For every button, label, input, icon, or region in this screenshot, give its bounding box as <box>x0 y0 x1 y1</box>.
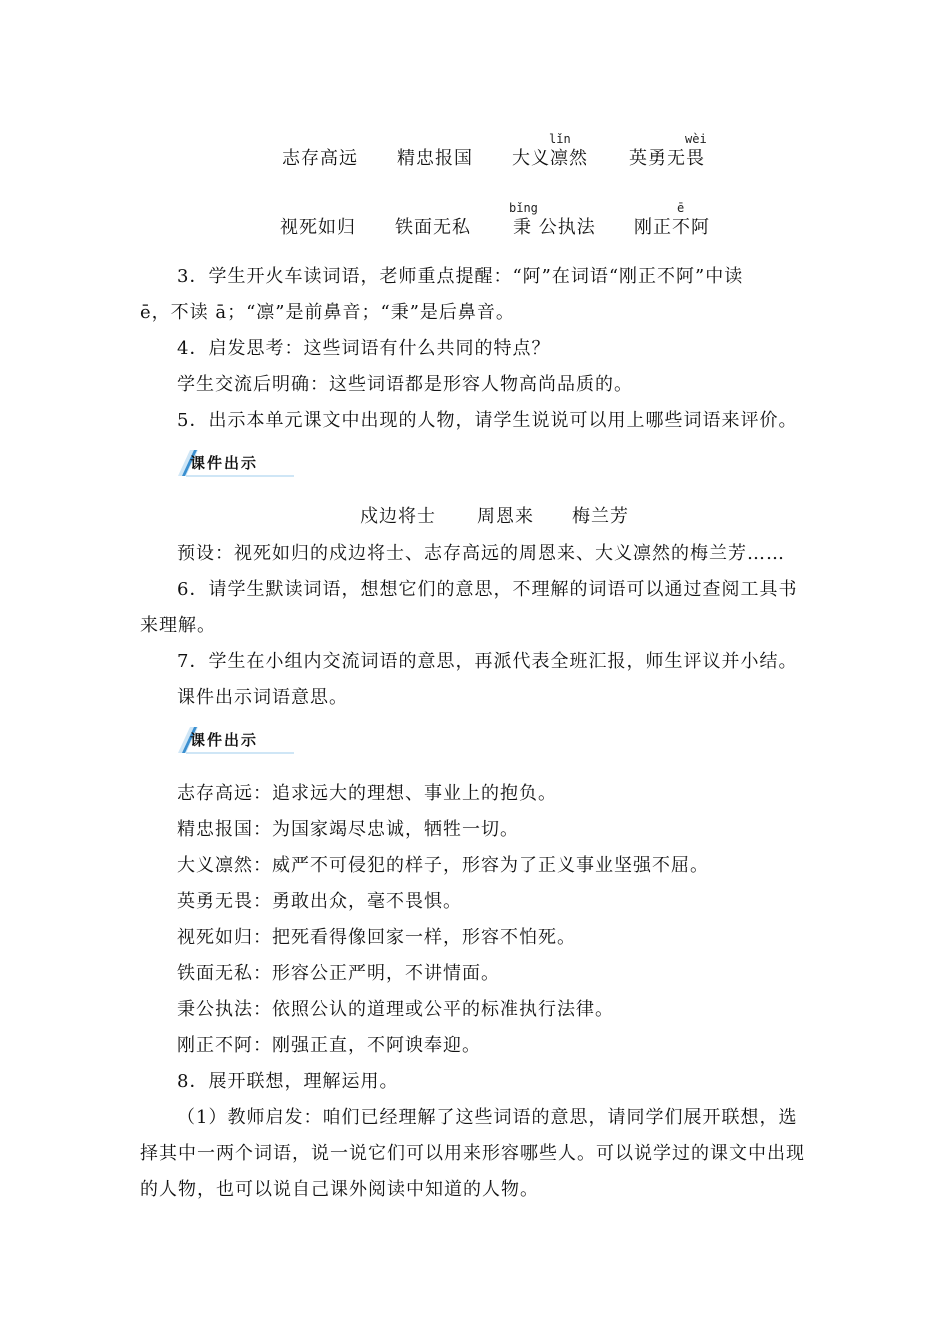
definition-item: 刚正不阿：刚强正直，不阿谀奉迎。 <box>177 1035 481 1056</box>
definition-item: 英勇无畏：勇敢出众，毫不畏惧。 <box>177 891 462 912</box>
paragraph-7-note: 课件出示词语意思。 <box>177 687 348 708</box>
person-mei-lanfang: 梅兰芳 <box>572 506 629 527</box>
pinyin-e: ē <box>677 201 685 215</box>
word-zhi-cun-gao-yuan: 志存高远 <box>282 148 358 169</box>
person-zhou-enlai: 周恩来 <box>477 506 534 527</box>
paragraph-3-line-2: ē，不读 ā；“凛”是前鼻音；“秉”是后鼻音。 <box>140 302 515 323</box>
preset-answer: 预设：视死如归的戍边将士、志存高远的周恩来、大义凛然的梅兰芳…… <box>177 543 785 564</box>
paragraph-8-1-line-1: （1）教师启发：咱们已经理解了这些词语的意思，请同学们展开联想，选 <box>177 1107 798 1128</box>
definition-item: 铁面无私：形容公正严明，不讲情面。 <box>177 963 500 984</box>
paragraph-8: 8．展开联想，理解运用。 <box>177 1071 399 1092</box>
paragraph-4: 4．启发思考：这些词语有什么共同的特点？ <box>177 338 551 359</box>
paragraph-7: 7．学生在小组内交流词语的意思，再派代表全班汇报，师生评议并小结。 <box>177 651 798 672</box>
definition-item: 大义凛然：威严不可侵犯的样子，形容为了正义事业坚强不屈。 <box>177 855 709 876</box>
paragraph-4-answer: 学生交流后明确：这些词语都是形容人物高尚品质的。 <box>177 374 633 395</box>
word-bing-gong-zhi-fa: 秉 公执法 <box>513 217 596 238</box>
word-da-yi-lin-ran: 大义凛然 <box>512 148 588 169</box>
courseware-badge-2 <box>176 723 296 757</box>
paragraph-6-line-2: 来理解。 <box>140 615 216 636</box>
pinyin-bing: bǐng <box>509 201 538 215</box>
paragraph-6-line-1: 6．请学生默读词语，想想它们的意思，不理解的词语可以通过查阅工具书 <box>177 579 798 600</box>
paragraph-8-1-line-2: 择其中一两个词语，说一说它们可以用来形容哪些人。可以说学过的课文中出现 <box>140 1143 805 1164</box>
definition-item: 志存高远：追求远大的理想、事业上的抱负。 <box>177 783 557 804</box>
paragraph-8-1-line-3: 的人物，也可以说自己课外阅读中知道的人物。 <box>140 1179 539 1200</box>
word-tie-mian-wu-si: 铁面无私 <box>395 217 471 238</box>
definition-item: 秉公执法：依照公认的道理或公平的标准执行法律。 <box>177 999 614 1020</box>
courseware-badge-1 <box>176 446 296 480</box>
word-shi-si-ru-gui: 视死如归 <box>280 217 356 238</box>
definition-item: 精忠报国：为国家竭尽忠诚，牺牲一切。 <box>177 819 519 840</box>
pinyin-lin: lǐn <box>549 132 571 146</box>
badge-label: 课件出示 <box>190 731 259 749</box>
definition-item: 视死如归：把死看得像回家一样，形容不怕死。 <box>177 927 576 948</box>
word-ying-yong-wu-wei: 英勇无畏 <box>629 148 705 169</box>
badge-label: 课件出示 <box>190 454 259 472</box>
person-guards: 戍边将士 <box>360 506 436 527</box>
paragraph-3-line-1: 3．学生开火车读词语，老师重点提醒：“阿”在词语“刚正不阿”中读 <box>177 266 744 287</box>
word-gang-zheng-bu-e: 刚正不阿 <box>634 217 710 238</box>
paragraph-5: 5．出示本单元课文中出现的人物，请学生说说可以用上哪些词语来评价。 <box>177 410 798 431</box>
pinyin-wei: wèi <box>685 132 707 146</box>
word-jing-zhong-bao-guo: 精忠报国 <box>397 148 473 169</box>
